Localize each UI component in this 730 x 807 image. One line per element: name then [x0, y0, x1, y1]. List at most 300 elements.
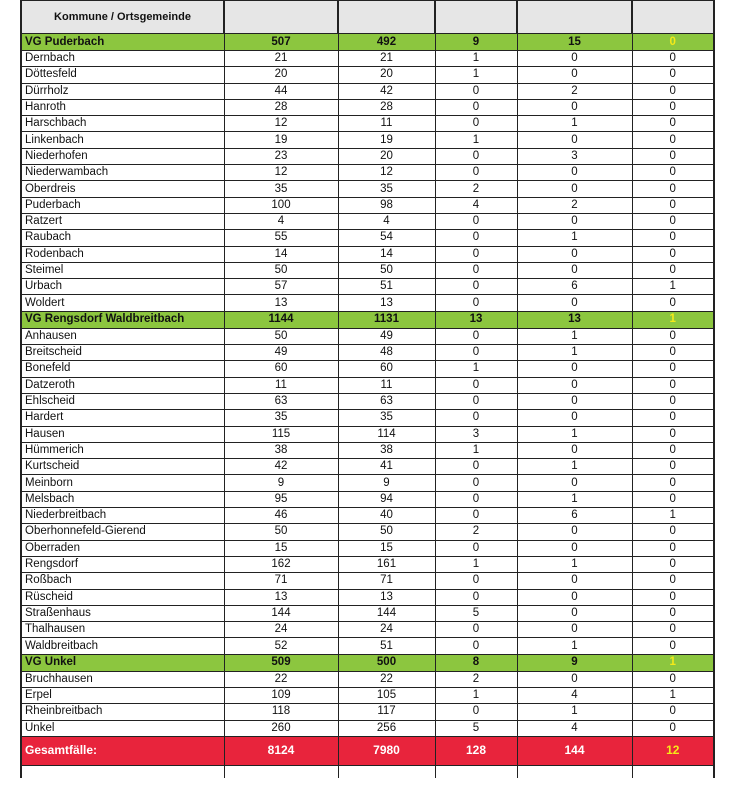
group-row-value-4: 9 — [517, 654, 632, 671]
table-row-value-5: 0 — [632, 622, 714, 638]
table-row-value-3: 0 — [435, 589, 517, 605]
table-row-value-2: 14 — [338, 246, 435, 262]
table-row-value-4: 0 — [517, 393, 632, 409]
table-row-value-4: 0 — [517, 589, 632, 605]
table-row-value-5: 0 — [632, 67, 714, 83]
table-row-value-5: 0 — [632, 165, 714, 181]
table-row-value-2: 35 — [338, 181, 435, 197]
table-row-value-1: 55 — [224, 230, 338, 246]
table-row-value-3: 0 — [435, 230, 517, 246]
table-row-value-2: 94 — [338, 491, 435, 507]
table-row-value-3: 0 — [435, 704, 517, 720]
header-col-1 — [224, 1, 338, 34]
table-row-label: Puderbach — [21, 197, 224, 213]
table-row-value-3: 5 — [435, 720, 517, 736]
group-row — [21, 311, 714, 328]
group-row-value-2: 500 — [338, 654, 435, 671]
table-row-value-3: 0 — [435, 165, 517, 181]
table-row-value-3: 0 — [435, 262, 517, 278]
table-row-label: Oberhonnefeld-Gierend — [21, 524, 224, 540]
table-row — [21, 393, 714, 409]
table-row-value-5: 0 — [632, 377, 714, 393]
total-row — [21, 736, 714, 765]
table-row-value-1: 11 — [224, 377, 338, 393]
table-row-value-2: 117 — [338, 704, 435, 720]
header-row — [21, 1, 714, 34]
table-row-value-5: 1 — [632, 279, 714, 295]
table-row — [21, 83, 714, 99]
table-row-label: Rodenbach — [21, 246, 224, 262]
table-row-value-3: 0 — [435, 213, 517, 229]
table-row-value-3: 0 — [435, 295, 517, 311]
table-row-value-5: 1 — [632, 508, 714, 524]
table-row-value-1: 20 — [224, 67, 338, 83]
table-row-value-5: 0 — [632, 704, 714, 720]
table-row-value-3: 4 — [435, 197, 517, 213]
table-row-label: Urbach — [21, 279, 224, 295]
table-row — [21, 361, 714, 377]
table-row — [21, 132, 714, 148]
table-row-label: Thalhausen — [21, 622, 224, 638]
table-row — [21, 442, 714, 458]
table-row-value-3: 0 — [435, 148, 517, 164]
table-row-value-1: 12 — [224, 116, 338, 132]
table-row-value-4: 0 — [517, 622, 632, 638]
table-row — [21, 638, 714, 654]
table-row — [21, 295, 714, 311]
table-row-value-5: 0 — [632, 116, 714, 132]
table-row-label: Datzeroth — [21, 377, 224, 393]
table-row-value-3: 0 — [435, 246, 517, 262]
table-row-value-1: 28 — [224, 99, 338, 115]
table-row-value-2: 50 — [338, 262, 435, 278]
total-row-value-2: 7980 — [338, 736, 435, 765]
table-row-value-2: 51 — [338, 638, 435, 654]
table-row-label: Rheinbreitbach — [21, 704, 224, 720]
table-row-label: Bruchhausen — [21, 671, 224, 687]
table-row-value-3: 0 — [435, 345, 517, 361]
table-row-value-5: 0 — [632, 83, 714, 99]
header-col-3 — [435, 1, 517, 34]
table-body — [21, 34, 714, 778]
table-row-value-3: 0 — [435, 475, 517, 491]
group-row-value-2: 1131 — [338, 311, 435, 328]
table-row-value-3: 5 — [435, 605, 517, 621]
table-row-value-1: 49 — [224, 345, 338, 361]
table-row-value-4: 0 — [517, 377, 632, 393]
table-row-label: Niederwambach — [21, 165, 224, 181]
group-row-value-5: 1 — [632, 654, 714, 671]
table-row-value-3: 0 — [435, 328, 517, 344]
table-row — [21, 426, 714, 442]
table-row-value-3: 0 — [435, 622, 517, 638]
table-row — [21, 377, 714, 393]
table-row-value-1: 24 — [224, 622, 338, 638]
table-row-value-3: 0 — [435, 638, 517, 654]
table-row-value-5: 0 — [632, 213, 714, 229]
table-row-value-4: 1 — [517, 328, 632, 344]
table-row-value-2: 105 — [338, 687, 435, 703]
total-row-value-1: 8124 — [224, 736, 338, 765]
table-row-label: Meinborn — [21, 475, 224, 491]
total-row-label: Gesamtfälle: — [21, 736, 224, 765]
table-row-label: Harschbach — [21, 116, 224, 132]
table-row-value-2: 60 — [338, 361, 435, 377]
table-row — [21, 622, 714, 638]
total-row-value-4: 144 — [517, 736, 632, 765]
table-row-value-3: 3 — [435, 426, 517, 442]
table-row-value-4: 6 — [517, 279, 632, 295]
group-row-label: VG Puderbach — [21, 34, 224, 51]
table-row-value-1: 144 — [224, 605, 338, 621]
table-row-value-2: 20 — [338, 148, 435, 164]
table-row-value-1: 13 — [224, 589, 338, 605]
table-row-value-4: 0 — [517, 361, 632, 377]
table-row — [21, 508, 714, 524]
table-row-value-3: 2 — [435, 181, 517, 197]
group-row-value-5: 0 — [632, 34, 714, 51]
table-row-value-5: 0 — [632, 148, 714, 164]
table-row-value-1: 23 — [224, 148, 338, 164]
group-row-label: VG Rengsdorf Waldbreitbach — [21, 311, 224, 328]
table-row-value-3: 0 — [435, 573, 517, 589]
table-row-value-1: 50 — [224, 262, 338, 278]
table-row-value-5: 0 — [632, 491, 714, 507]
table-row-value-5: 0 — [632, 540, 714, 556]
table-row-value-3: 1 — [435, 687, 517, 703]
case-table-wrapper — [20, 0, 715, 778]
case-table — [20, 0, 715, 778]
table-row-value-1: 115 — [224, 426, 338, 442]
table-row-value-5: 0 — [632, 410, 714, 426]
table-row-value-5: 0 — [632, 475, 714, 491]
table-row-value-1: 22 — [224, 671, 338, 687]
table-row — [21, 573, 714, 589]
table-row-label: Niederbreitbach — [21, 508, 224, 524]
table-row-value-1: 60 — [224, 361, 338, 377]
total-row-value-5: 12 — [632, 736, 714, 765]
table-row-value-3: 0 — [435, 508, 517, 524]
table-row — [21, 67, 714, 83]
table-row-value-5: 0 — [632, 361, 714, 377]
table-row-value-1: 109 — [224, 687, 338, 703]
table-row-value-1: 260 — [224, 720, 338, 736]
table-row-value-2: 11 — [338, 116, 435, 132]
table-row-value-2: 15 — [338, 540, 435, 556]
table-row-value-5: 0 — [632, 459, 714, 475]
table-row — [21, 230, 714, 246]
table-row — [21, 720, 714, 736]
table-row-value-2: 42 — [338, 83, 435, 99]
table-row — [21, 410, 714, 426]
header-col-5 — [632, 1, 714, 34]
table-row — [21, 605, 714, 621]
table-row-label: Erpel — [21, 687, 224, 703]
group-row — [21, 34, 714, 51]
table-row-label: Waldbreitbach — [21, 638, 224, 654]
table-row-label: Breitscheid — [21, 345, 224, 361]
group-row-value-3: 8 — [435, 654, 517, 671]
table-row-value-3: 0 — [435, 116, 517, 132]
table-row-value-2: 144 — [338, 605, 435, 621]
table-row-value-2: 71 — [338, 573, 435, 589]
spacer-cell — [21, 765, 224, 778]
group-row-value-4: 15 — [517, 34, 632, 51]
table-row-value-1: 44 — [224, 83, 338, 99]
table-row-label: Kurtscheid — [21, 459, 224, 475]
table-row — [21, 524, 714, 540]
table-row-value-1: 21 — [224, 51, 338, 67]
table-row-label: Dürrholz — [21, 83, 224, 99]
table-row-value-3: 2 — [435, 524, 517, 540]
table-row-value-1: 38 — [224, 442, 338, 458]
table-row — [21, 99, 714, 115]
table-row — [21, 181, 714, 197]
table-row-value-2: 22 — [338, 671, 435, 687]
table-row-value-3: 0 — [435, 393, 517, 409]
table-row-value-1: 162 — [224, 556, 338, 572]
table-row-value-2: 19 — [338, 132, 435, 148]
table-row-value-4: 0 — [517, 524, 632, 540]
table-row-value-3: 1 — [435, 132, 517, 148]
table-row — [21, 475, 714, 491]
table-row-value-4: 0 — [517, 442, 632, 458]
table-row-label: Hümmerich — [21, 442, 224, 458]
table-row-value-3: 1 — [435, 51, 517, 67]
table-row-value-5: 0 — [632, 556, 714, 572]
table-row-label: Hanroth — [21, 99, 224, 115]
header-col-2 — [338, 1, 435, 34]
group-row-value-1: 1144 — [224, 311, 338, 328]
group-row-value-1: 507 — [224, 34, 338, 51]
table-row-value-2: 38 — [338, 442, 435, 458]
header-col-4 — [517, 1, 632, 34]
table-row-value-1: 63 — [224, 393, 338, 409]
table-row-value-2: 20 — [338, 67, 435, 83]
table-row — [21, 589, 714, 605]
table-row-value-4: 0 — [517, 262, 632, 278]
table-row-label: Unkel — [21, 720, 224, 736]
table-row-value-5: 0 — [632, 573, 714, 589]
table-row-value-3: 2 — [435, 671, 517, 687]
table-row-value-3: 0 — [435, 279, 517, 295]
table-row-value-4: 1 — [517, 459, 632, 475]
table-row — [21, 51, 714, 67]
table-row — [21, 491, 714, 507]
table-row-value-2: 48 — [338, 345, 435, 361]
table-row-value-5: 0 — [632, 295, 714, 311]
table-row-value-3: 0 — [435, 83, 517, 99]
table-row-label: Rüscheid — [21, 589, 224, 605]
table-row-value-2: 256 — [338, 720, 435, 736]
table-row-label: Dernbach — [21, 51, 224, 67]
table-row-value-2: 54 — [338, 230, 435, 246]
table-row-value-5: 0 — [632, 132, 714, 148]
table-row-value-4: 0 — [517, 51, 632, 67]
table-row-value-4: 1 — [517, 345, 632, 361]
table-row-value-2: 49 — [338, 328, 435, 344]
table-row-value-2: 12 — [338, 165, 435, 181]
table-row-value-5: 0 — [632, 345, 714, 361]
table-row — [21, 116, 714, 132]
table-row-value-4: 0 — [517, 67, 632, 83]
table-row-value-3: 0 — [435, 377, 517, 393]
table-row-value-2: 11 — [338, 377, 435, 393]
table-row — [21, 704, 714, 720]
table-row-label: Niederhofen — [21, 148, 224, 164]
table-row-value-2: 13 — [338, 295, 435, 311]
table-row-value-3: 1 — [435, 556, 517, 572]
table-row-value-2: 9 — [338, 475, 435, 491]
total-row-value-3: 128 — [435, 736, 517, 765]
table-row — [21, 197, 714, 213]
table-row-label: Bonefeld — [21, 361, 224, 377]
table-row-label: Steimel — [21, 262, 224, 278]
table-row-label: Hardert — [21, 410, 224, 426]
table-row-value-2: 28 — [338, 99, 435, 115]
header-municipality: Kommune / Ortsgemeinde — [21, 1, 224, 34]
table-row-value-4: 2 — [517, 83, 632, 99]
table-row-label: Rengsdorf — [21, 556, 224, 572]
table-row — [21, 213, 714, 229]
table-row-value-1: 4 — [224, 213, 338, 229]
table-row-label: Ehlscheid — [21, 393, 224, 409]
group-row-value-5: 1 — [632, 311, 714, 328]
table-row-label: Döttesfeld — [21, 67, 224, 83]
table-row-value-2: 4 — [338, 213, 435, 229]
table-row-value-4: 4 — [517, 687, 632, 703]
table-row-label: Oberraden — [21, 540, 224, 556]
table-row-value-5: 0 — [632, 197, 714, 213]
table-row — [21, 148, 714, 164]
table-row-value-4: 4 — [517, 720, 632, 736]
table-row-value-2: 40 — [338, 508, 435, 524]
group-row-label: VG Unkel — [21, 654, 224, 671]
table-row-label: Straßenhaus — [21, 605, 224, 621]
table-row — [21, 459, 714, 475]
table-row — [21, 687, 714, 703]
table-row-value-5: 0 — [632, 638, 714, 654]
table-row — [21, 345, 714, 361]
table-row-value-3: 0 — [435, 540, 517, 556]
table-row-label: Linkenbach — [21, 132, 224, 148]
table-row-value-4: 1 — [517, 638, 632, 654]
table-row-value-3: 1 — [435, 442, 517, 458]
table-row-value-5: 0 — [632, 99, 714, 115]
table-row-value-1: 57 — [224, 279, 338, 295]
table-row-value-3: 1 — [435, 67, 517, 83]
table-row-value-3: 0 — [435, 491, 517, 507]
table-row-value-4: 0 — [517, 475, 632, 491]
table-row-value-1: 9 — [224, 475, 338, 491]
table-row-value-1: 13 — [224, 295, 338, 311]
table-row-value-1: 95 — [224, 491, 338, 507]
table-row — [21, 328, 714, 344]
table-row-value-1: 42 — [224, 459, 338, 475]
table-row — [21, 165, 714, 181]
table-row-value-2: 63 — [338, 393, 435, 409]
table-row-value-1: 14 — [224, 246, 338, 262]
table-row-value-1: 118 — [224, 704, 338, 720]
group-row-value-1: 509 — [224, 654, 338, 671]
table-row-value-2: 41 — [338, 459, 435, 475]
table-row-value-1: 100 — [224, 197, 338, 213]
table-row-value-4: 1 — [517, 491, 632, 507]
table-row-value-4: 0 — [517, 246, 632, 262]
spacer-cell — [517, 765, 632, 778]
table-row-value-4: 0 — [517, 295, 632, 311]
table-row-value-1: 35 — [224, 410, 338, 426]
table-row-value-4: 0 — [517, 165, 632, 181]
table-row-value-5: 0 — [632, 671, 714, 687]
table-row-value-1: 35 — [224, 181, 338, 197]
table-row — [21, 246, 714, 262]
spacer-cell — [224, 765, 338, 778]
table-row-value-4: 6 — [517, 508, 632, 524]
table-row-value-1: 46 — [224, 508, 338, 524]
table-row-value-2: 35 — [338, 410, 435, 426]
table-row-value-5: 0 — [632, 51, 714, 67]
table-row-label: Woldert — [21, 295, 224, 311]
table-row-value-5: 0 — [632, 262, 714, 278]
table-row-value-1: 50 — [224, 524, 338, 540]
spacer-cell — [632, 765, 714, 778]
table-row-value-2: 98 — [338, 197, 435, 213]
group-row-value-2: 492 — [338, 34, 435, 51]
table-row-value-2: 114 — [338, 426, 435, 442]
table-row-value-2: 50 — [338, 524, 435, 540]
table-row-label: Melsbach — [21, 491, 224, 507]
table-row-value-5: 0 — [632, 181, 714, 197]
table-row — [21, 671, 714, 687]
table-row-label: Anhausen — [21, 328, 224, 344]
table-row-value-1: 50 — [224, 328, 338, 344]
table-row-value-5: 0 — [632, 426, 714, 442]
table-row-value-4: 1 — [517, 426, 632, 442]
table-row-value-4: 1 — [517, 116, 632, 132]
table-row-value-3: 0 — [435, 410, 517, 426]
table-row-value-4: 0 — [517, 671, 632, 687]
table-row-value-5: 0 — [632, 393, 714, 409]
table-row-value-4: 0 — [517, 573, 632, 589]
group-row — [21, 654, 714, 671]
table-row — [21, 262, 714, 278]
table-row-value-5: 0 — [632, 720, 714, 736]
table-row-value-3: 0 — [435, 99, 517, 115]
table-row-label: Roßbach — [21, 573, 224, 589]
table-row-value-2: 21 — [338, 51, 435, 67]
table-row-value-4: 1 — [517, 230, 632, 246]
spacer-cell — [338, 765, 435, 778]
group-row-value-4: 13 — [517, 311, 632, 328]
table-row-value-4: 2 — [517, 197, 632, 213]
spacer-cell — [435, 765, 517, 778]
table-row-value-1: 71 — [224, 573, 338, 589]
table-row-value-1: 15 — [224, 540, 338, 556]
table-row-value-3: 1 — [435, 361, 517, 377]
table-row-value-1: 19 — [224, 132, 338, 148]
table-row-value-4: 0 — [517, 99, 632, 115]
table-row-label: Raubach — [21, 230, 224, 246]
table-row — [21, 556, 714, 572]
table-row-label: Oberdreis — [21, 181, 224, 197]
table-row-value-5: 0 — [632, 442, 714, 458]
table-row-value-2: 161 — [338, 556, 435, 572]
table-row-value-5: 0 — [632, 328, 714, 344]
table-row-value-5: 0 — [632, 524, 714, 540]
table-row-value-2: 51 — [338, 279, 435, 295]
table-row-value-1: 52 — [224, 638, 338, 654]
